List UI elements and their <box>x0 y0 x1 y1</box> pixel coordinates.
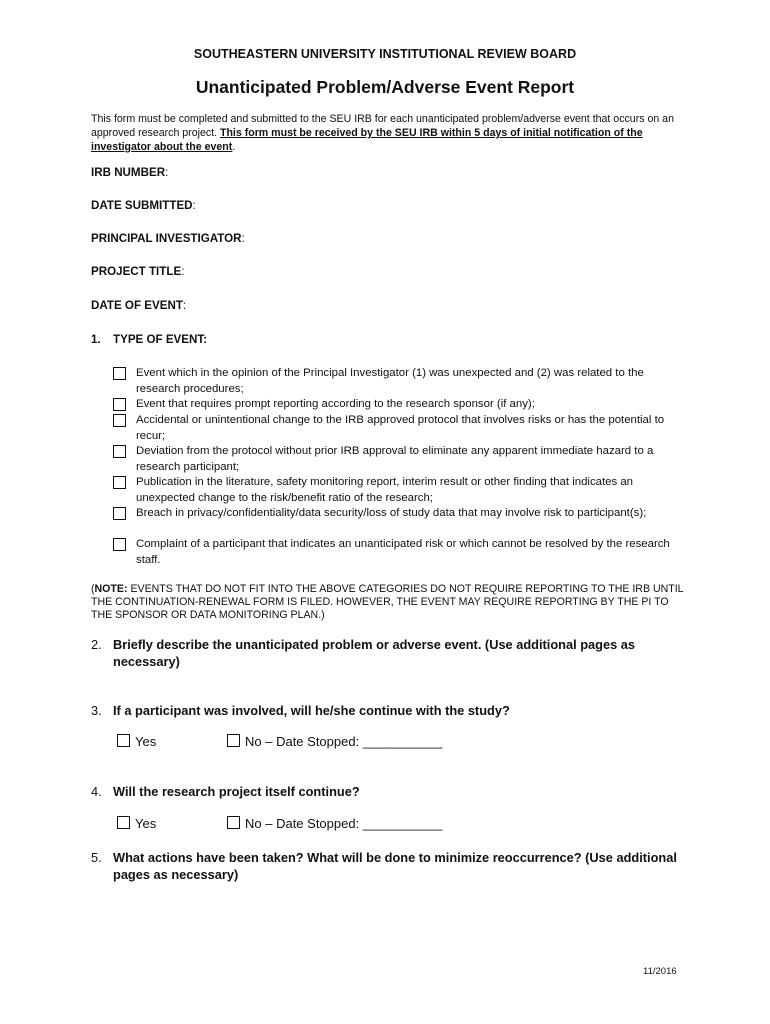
principal-investigator-label: PRINCIPAL INVESTIGATOR <box>91 232 242 245</box>
field-colon: : <box>165 166 169 179</box>
question-text: Will the research project itself continue? <box>113 784 360 799</box>
field-colon: : <box>192 199 196 212</box>
intro-text: This form must be completed and submitted to the SEU IRB for each unanticipated problem/adverse event that occurs on an approved research project. <box>91 113 674 139</box>
question-number: 4. <box>91 784 102 799</box>
option-text: Publication in the literature, safety monitoring report, interim result or other finding that indicates an unexpected change to the risk/benefit ratio of the research; <box>136 476 634 504</box>
field-colon: : <box>241 232 245 245</box>
field-colon: : <box>181 265 185 278</box>
checkbox[interactable] <box>113 507 126 520</box>
reporting-note <box>91 583 691 622</box>
q4-no-option[interactable] <box>227 816 442 831</box>
q3-yes-option[interactable] <box>117 734 156 749</box>
checkbox[interactable] <box>117 816 130 829</box>
checkbox[interactable] <box>113 538 126 551</box>
question-5 <box>91 849 691 883</box>
event-option-7[interactable] <box>113 537 683 568</box>
question-2 <box>91 636 691 670</box>
irb-number-label: IRB NUMBER <box>91 166 166 179</box>
option-label: Yes <box>135 816 157 831</box>
checkbox[interactable] <box>227 816 240 829</box>
date-submitted-field[interactable] <box>91 199 196 212</box>
field-colon: : <box>182 299 187 312</box>
option-text: Deviation from the protocol without prior IRB approval to eliminate any apparent immediate hazard to a research participant; <box>136 445 654 473</box>
date-submitted-label: DATE SUBMITTED <box>91 199 193 212</box>
form-title: Unanticipated Problem/Adverse Event Report <box>195 77 575 97</box>
option-label: No – Date Stopped: ___________ <box>245 734 443 749</box>
q4-yes-option[interactable] <box>117 816 156 831</box>
date-of-event-label: DATE OF EVENT <box>91 299 183 312</box>
checkbox[interactable] <box>113 398 126 411</box>
checkbox[interactable] <box>113 367 126 380</box>
option-text: Event which in the opinion of the Principal Investigator (1) was unexpected and (2) was related to the research procedures; <box>136 367 644 395</box>
intro-end: . <box>232 141 236 153</box>
checkbox[interactable] <box>113 445 126 458</box>
option-text: Accidental or unintentional change to the IRB approved protocol that involves risks or has the potential to recur; <box>136 414 665 442</box>
checkbox[interactable] <box>113 414 126 427</box>
option-text: Complaint of a participant that indicates an unanticipated risk or which cannot be resolved by the research staff. <box>136 538 670 566</box>
question-number: 5. <box>91 850 102 865</box>
question-3 <box>91 702 691 719</box>
question-text: Briefly describe the unanticipated problem or adverse event. (Use additional pages as necessary) <box>113 637 635 669</box>
date-of-event-field[interactable] <box>91 299 186 312</box>
q3-no-option[interactable] <box>227 734 442 749</box>
option-label: Yes <box>135 734 157 749</box>
question-number: 2. <box>91 637 102 652</box>
project-title-field[interactable] <box>91 265 184 278</box>
organization-heading: SOUTHEASTERN UNIVERSITY INSTITUTIONAL REVIEW BOARD <box>193 47 577 61</box>
intro-paragraph <box>91 112 691 154</box>
question-number: 3. <box>91 703 102 718</box>
event-option-3[interactable] <box>113 413 683 444</box>
question-text: If a participant was involved, will he/she continue with the study? <box>113 703 510 718</box>
note-label: NOTE: <box>94 583 128 595</box>
event-option-5[interactable] <box>113 475 683 506</box>
event-option-2[interactable] <box>113 397 683 413</box>
project-title-label: PROJECT TITLE <box>91 265 182 278</box>
question-4 <box>91 783 691 800</box>
checkbox[interactable] <box>113 476 126 489</box>
principal-investigator-field[interactable] <box>91 232 245 245</box>
section-type-of-event <box>91 333 207 346</box>
intro-deadline: This form must be received by the SEU IRB within 5 days of initial notification of the investigator about the event <box>91 127 643 153</box>
irb-number-field[interactable] <box>91 166 168 179</box>
revision-date: 11/2016 <box>643 966 677 977</box>
checkbox[interactable] <box>227 734 240 747</box>
note-text: EVENTS THAT DO NOT FIT INTO THE ABOVE CATEGORIES DO NOT REQUIRE REPORTING TO THE IRB UNTIL THE CONTINUATION-RENEWAL FORM IS FILED. HOWEVER, THE EVENT MAY REQUIRE REPORTING BY THE PI TO THE SPONSOR OR DATA MONITORING PLAN.) <box>91 583 684 621</box>
option-text: Breach in privacy/confidentiality/data security/loss of study data that may involve risk to participant(s); <box>136 507 647 519</box>
checkbox[interactable] <box>117 734 130 747</box>
option-text: Event that requires prompt reporting according to the research sponsor (if any); <box>136 398 535 410</box>
option-label: No – Date Stopped: ___________ <box>245 816 443 831</box>
event-option-4[interactable] <box>113 444 683 475</box>
event-option-6[interactable] <box>113 506 683 522</box>
note-paren: ( <box>91 583 95 595</box>
question-text: What actions have been taken? What will be done to minimize reoccurrence? (Use additional pages as necessary) <box>113 850 677 882</box>
section-number: 1. <box>91 333 101 346</box>
event-option-1[interactable] <box>113 366 683 397</box>
section-title: TYPE OF EVENT: <box>113 333 208 346</box>
